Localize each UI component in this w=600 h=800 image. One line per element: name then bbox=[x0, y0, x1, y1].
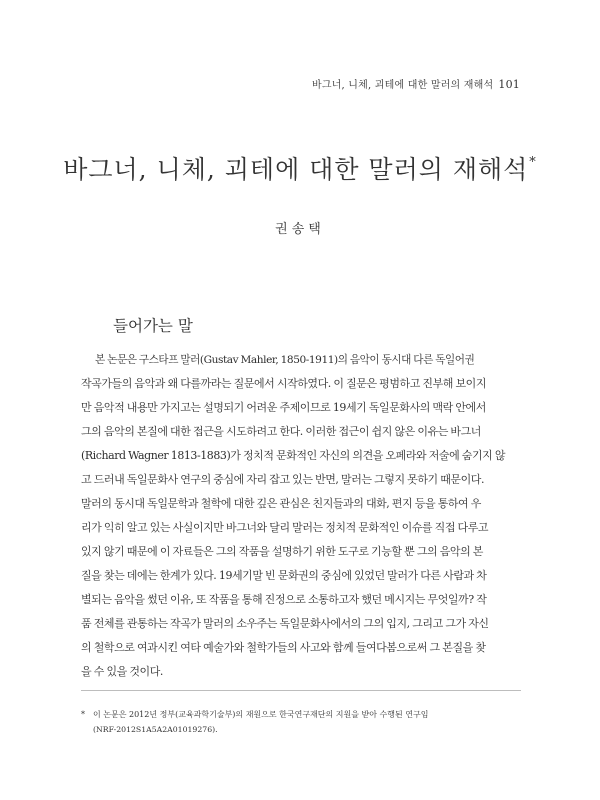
author-name: 권송택 bbox=[275, 222, 325, 237]
paragraph-line: 리가 익히 알고 있는 사실이지만 바그너와 달리 말러는 정치적 문화적인 이슈를 직접 다루고 bbox=[81, 521, 489, 534]
paragraph-line: 만 음악적 내용만 가지고는 설명되기 어려운 주제이므로 19세기 독일문화사의 맥락 안에서 bbox=[81, 401, 486, 414]
running-head-title: 바그너, 니체, 괴테에 대한 말러의 재해석 bbox=[311, 80, 494, 91]
footnote-grant-number: (NRF-2012S1A5A2A01019276). bbox=[93, 725, 218, 734]
paragraph-line: 별되는 음악을 썼던 이유, 또 작품을 통해 진정으로 소통하고자 했던 메시지는 무엇일까? 작 bbox=[81, 593, 487, 606]
section-heading: 들어가는 말 bbox=[113, 317, 193, 335]
paragraph-line: 있지 않기 때문에 이 자료들은 그의 작품을 설명하기 위한 도구로 기능할 뿐 그의 음악의 본 bbox=[81, 545, 483, 558]
running-head bbox=[312, 76, 520, 91]
paragraph-line: 본 논문은 구스타프 말러(Gustav Mahler, 1850-1911)의 음악이 동시대 다른 독일어권 bbox=[95, 354, 475, 366]
paragraph-line: (Richard Wagner 1813-1883)가 정치적 문화적인 자신의 의견을 오페라와 저술에 숨기지 않 bbox=[81, 449, 506, 462]
article-title-text: 바그너, 니체, 괴테에 대한 말러의 재해석 bbox=[63, 155, 529, 184]
paragraph-line: 품 전체를 관통하는 작곡가 말러의 소우주는 독일문화사에서의 그의 입지, 그리고 그가 자신 bbox=[81, 617, 489, 630]
body-paragraph bbox=[81, 348, 521, 684]
title-footnote-mark[interactable]: * bbox=[529, 155, 537, 170]
paragraph-line: 의 철학으로 여과시킨 여타 예술가와 철학가들의 사고와 함께 들여다봄으로써 그 본질을 찾 bbox=[81, 641, 486, 654]
footnote-line bbox=[81, 707, 521, 722]
paragraph-line: 을 수 있을 것이다. bbox=[81, 665, 163, 678]
paragraph-line: 질을 찾는 데에는 한계가 있다. 19세기말 빈 문화권의 중심에 있었던 말러가 다른 사람과 차 bbox=[81, 569, 487, 582]
paragraph-line: 고 드러내 독일문화사 연구의 중심에 자리 잡고 있는 반면, 말러는 그렇지 못하기 때문이다. bbox=[81, 473, 484, 486]
footnote-mark: * bbox=[81, 710, 85, 719]
footnote bbox=[81, 707, 521, 737]
page-number: 101 bbox=[498, 78, 520, 91]
paragraph-line: 작곡가들의 음악과 왜 다를까라는 질문에서 시작하였다. 이 질문은 평범하고 진부해 보이지 bbox=[81, 377, 487, 390]
footnote-text: 이 논문은 2012년 정부(교육과학기술부)의 재원으로 한국연구재단의 지원을 받아 수행된 연구임 bbox=[93, 710, 429, 719]
article-title bbox=[0, 150, 600, 186]
paragraph-line: 말러의 동시대 독일문학과 철학에 대한 깊은 관심은 친지들과의 대화, 편지 등을 통하여 우 bbox=[81, 497, 481, 510]
footnote-divider bbox=[81, 690, 521, 691]
paragraph-line: 그의 음악의 본질에 대한 접근을 시도하려고 한다. 이러한 접근이 쉽지 않은 이유는 바그너 bbox=[81, 425, 481, 438]
